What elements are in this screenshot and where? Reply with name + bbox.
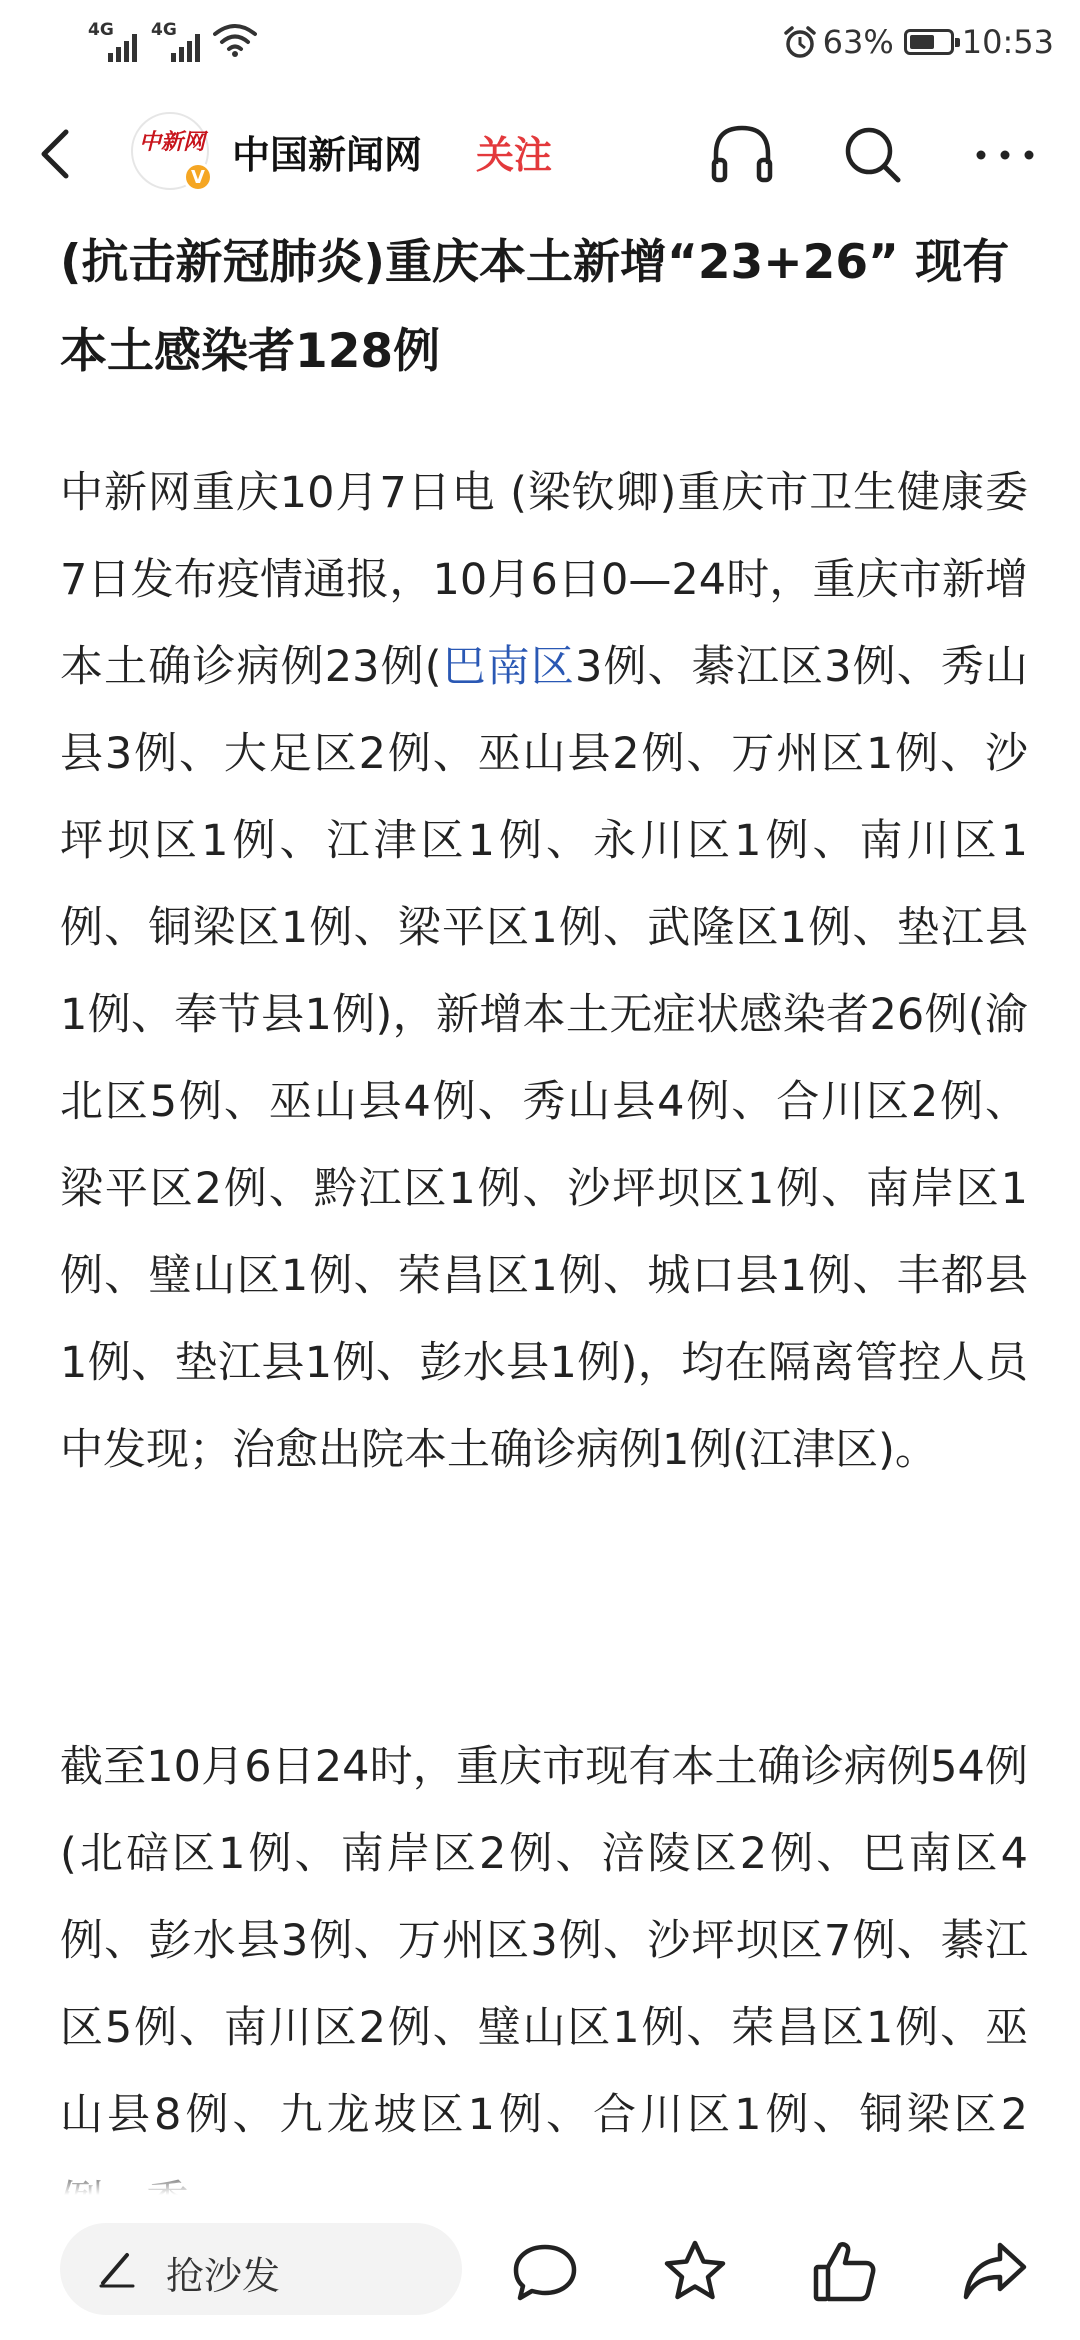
article-paragraph-1 bbox=[60, 450, 1028, 1494]
thumbs-up-icon[interactable] bbox=[810, 2237, 880, 2307]
cellular-signal-2-icon bbox=[151, 20, 211, 60]
status-right-group bbox=[783, 20, 1054, 64]
outlet-logo[interactable] bbox=[131, 112, 209, 190]
network-type-label: 4G bbox=[88, 20, 114, 40]
status-bar bbox=[0, 0, 1080, 84]
outlet-name[interactable]: 中国新闻网 bbox=[232, 133, 423, 177]
logo-text: 中新网 bbox=[138, 129, 205, 155]
star-icon[interactable] bbox=[660, 2237, 730, 2307]
verified-badge-icon: V bbox=[183, 162, 213, 192]
article-title: (抗击新冠肺炎)重庆本土新增“23+26” 现有本土感染者128例 bbox=[60, 235, 1010, 379]
paragraph-text: 3例、綦江区3例、秀山县3例、大足区2例、巫山县2例、万州区1例、沙坪坝区1例、江津区1例、永川区1例、南川区1例、铜梁区1例、梁平区1例、武隆区1例、垫江县1例、奉节县1例)，新增本土无症状感染者26例(渝北区5例、巫山县4例、秀山县4例、合川区2例、梁平区2例、黔江区1例、沙坪坝区1例、南岸区1例、璧山区1例、荣昌区1例、城口县1例、丰都县1例、垫江县1例、彭水县1例)，均在隔离管控人员中发现；治愈出院本土确诊病例1例(江津区)。 bbox=[60, 642, 1029, 1475]
follow-button[interactable]: 关注 bbox=[476, 133, 553, 177]
battery-icon bbox=[904, 29, 954, 55]
comment-icon[interactable] bbox=[510, 2237, 580, 2307]
battery-percent: 63% bbox=[822, 23, 894, 61]
search-icon[interactable] bbox=[838, 120, 908, 190]
headphones-icon[interactable] bbox=[707, 120, 777, 190]
comment-placeholder: 抢沙发 bbox=[166, 2254, 281, 2298]
alarm-clock-icon bbox=[783, 25, 817, 59]
wifi-icon bbox=[213, 22, 257, 58]
more-icon[interactable] bbox=[970, 120, 1040, 190]
pen-icon bbox=[97, 2249, 137, 2289]
district-link[interactable]: 巴南区 bbox=[441, 642, 576, 692]
share-icon[interactable] bbox=[960, 2237, 1030, 2307]
back-chevron-icon[interactable] bbox=[30, 122, 86, 186]
article-paragraph-2: 截至10月6日24时，重庆市现有本土确诊病例54例(北碚区1例、南岸区2例、涪陵区2例、巴南区4例、彭水县3例、万州区3例、沙坪坝区7例、綦江区5例、南川区2例、璧山区1例、荣昌区1例、巫山县8例、九龙坡区1例、合川区1例、铜梁区2 bbox=[60, 1742, 1028, 2140]
article-header bbox=[0, 100, 1080, 210]
comment-input[interactable] bbox=[60, 2223, 462, 2315]
clock-time: 10:53 bbox=[961, 23, 1054, 61]
bottom-action-bar bbox=[0, 2195, 1080, 2340]
cellular-signal-1-icon bbox=[88, 20, 148, 60]
network-type-label: 4G bbox=[151, 20, 177, 40]
paragraph-text: 中新网重庆10月7日电 (梁钦卿)重庆市卫生健康委7日发布疫情通报，10月6日0—24时，重庆市新增本土确诊病例23例( bbox=[60, 468, 1028, 692]
